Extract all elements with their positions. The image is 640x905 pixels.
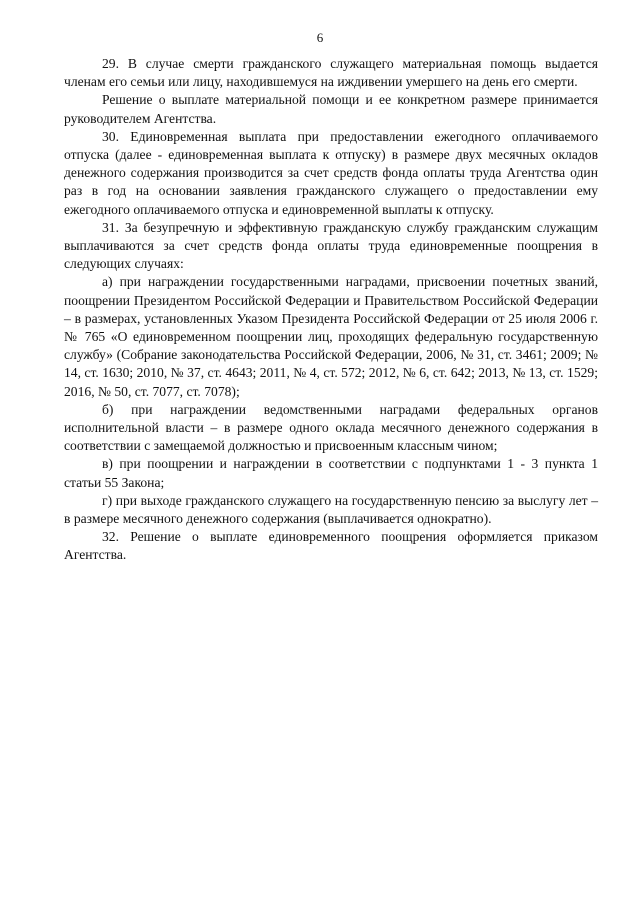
paragraph-30: 30. Единовременная выплата при предоставлении ежегодного оплачиваемого отпуска (далее - единовременная выплата к отпуску) в размере двух месячных окладов денежного содержания производится за счет средств фонда оплаты труда Агентства один раз в год на основании заявления гражданского служащего о предоставлении ему ежегодного оплачиваемого отпуска и единовременной выплаты к отпуску.	[64, 128, 598, 217]
paragraph-31-a: а) при награждении государственными наградами, присвоении почетных званий, поощрении Президентом Российской Федерации и Правительством Российской Федерации – в размерах, установленных Указом Президента Российской Федерации от 25 июля 2006 г. № 765 «О единовременном поощрении лиц, проходящих федеральную государственную службу» (Собрание законодательства Российской Федерации, 2006, № 31, ст. 3461; 2009; № 14, ст. 1630; 2010, № 37, ст. 4643; 2011, № 4, ст. 572; 2012, № 6, ст. 642; 2013, № 13, ст. 1529; 2016, № 50, ст. 7077, ст. 7078);	[64, 274, 598, 399]
paragraph-29: 29. В случае смерти гражданского служащего материальная помощь выдается членам его семьи или лицу, находившемуся на иждивении умершего на день его смерти.	[64, 56, 598, 90]
page-number: 6	[316, 30, 324, 45]
paragraph-32: 32. Решение о выплате единовременного поощрения оформляется приказом Агентства.	[64, 529, 598, 563]
document-body	[64, 55, 598, 565]
paragraph-31-v: в) при поощрении и награждении в соответствии с подпунктами 1 - 3 пункта 1 статьи 55 Закона;	[64, 456, 598, 490]
paragraph-31: 31. За безупречную и эффективную гражданскую службу гражданским служащим выплачиваются за счет средств фонда оплаты труда единовременные поощрения в следующих случаях:	[64, 219, 598, 272]
paragraph-31-b: б) при награждении ведомственными наградами федеральных органов исполнительной власти – в размере одного оклада месячного денежного содержания в соответствии с замещаемой должностью и присвоенным классным чином;	[64, 401, 598, 454]
paragraph-31-g: г) при выходе гражданского служащего на государственную пенсию за выслугу лет – в размере месячного денежного содержания (выплачивается однократно).	[64, 492, 598, 527]
paragraph-29-decision: Решение о выплате материальной помощи и ее конкретном размере принимается руководителем Агентства.	[64, 92, 598, 126]
